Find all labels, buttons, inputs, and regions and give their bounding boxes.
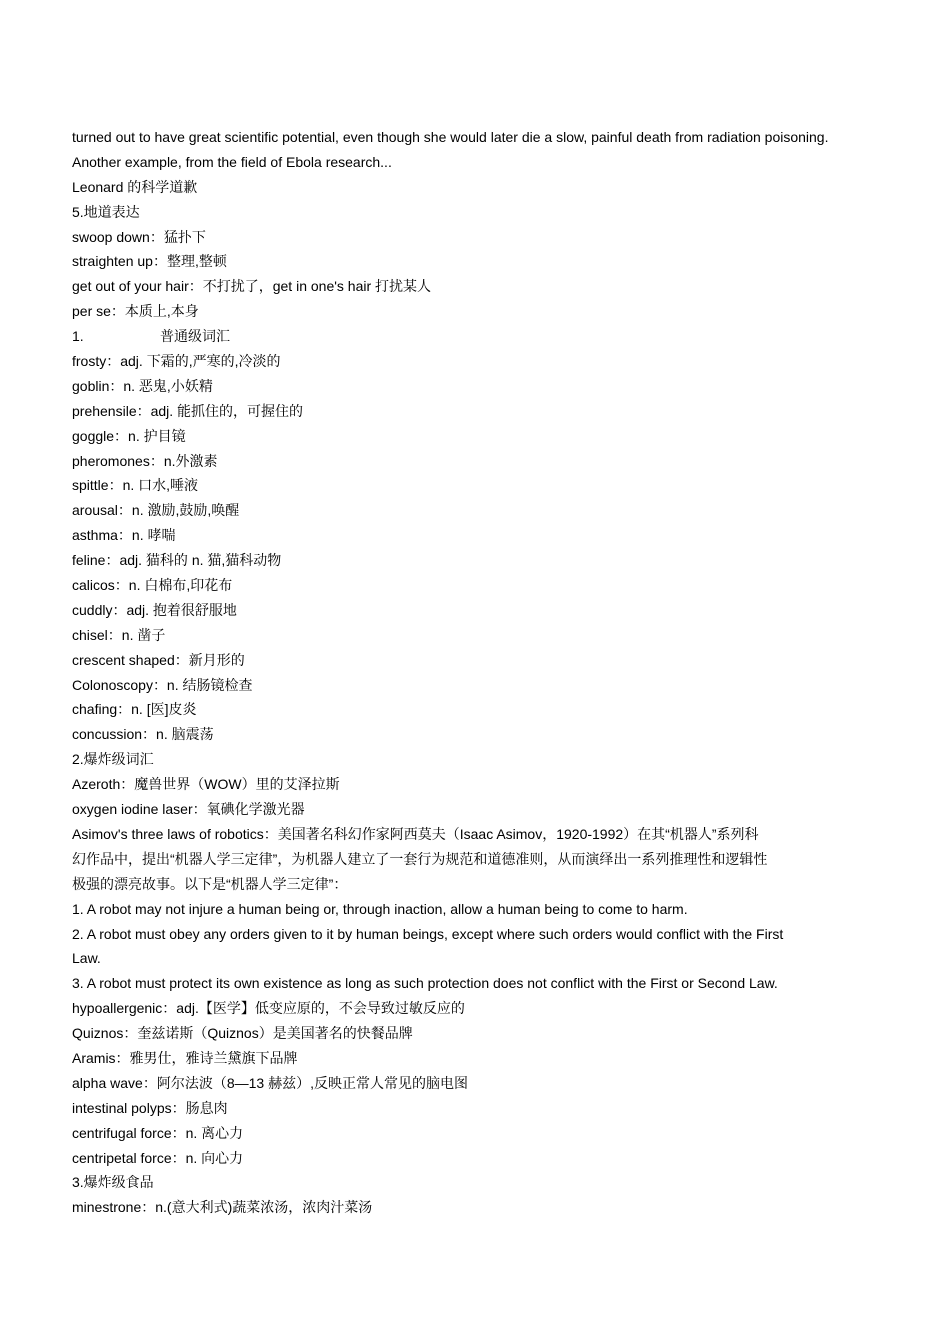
vocab-entry: chisel：n. 凿子 bbox=[72, 626, 166, 643]
vocab-entry: prehensile：adj. 能抓住的，可握住的 bbox=[72, 402, 304, 419]
vocab-entry: straighten up：整理,整顿 bbox=[72, 253, 227, 270]
section-number: 1. bbox=[72, 328, 84, 345]
vocab-entry: Colonoscopy：n. 结肠镜检查 bbox=[72, 676, 253, 693]
vocab-entry: goblin：n. 恶鬼,小妖精 bbox=[72, 377, 213, 394]
robot-law-2: 2. A robot must obey any orders given to it by human beings, except where such orders would conflict with the First bbox=[72, 925, 784, 942]
vocab-entry: Aramis：雅男仕，雅诗兰黛旗下品牌 bbox=[72, 1049, 298, 1066]
section-heading: 5.地道表达 bbox=[72, 203, 140, 220]
text-line: turned out to have great scientific potential, even though she would later die a slow, painful death from radiation poisoning. bbox=[72, 129, 829, 145]
vocab-entry: hypoallergenic：adj.【医学】低变应原的，不会导致过敏反应的 bbox=[72, 1000, 465, 1017]
vocab-entry: cuddly：adj. 抱着很舒服地 bbox=[72, 601, 237, 618]
vocab-entry: Quiznos：奎兹诺斯（Quiznos）是美国著名的快餐品牌 bbox=[72, 1025, 413, 1042]
vocab-entry: pheromones：n.外激素 bbox=[72, 452, 218, 469]
vocab-entry: alpha wave：阿尔法波（8—13 赫兹）,反映正常人常见的脑电图 bbox=[72, 1074, 468, 1091]
asimov-text: 极强的漂亮故事。以下是“机器人学三定律”： bbox=[72, 875, 348, 892]
vocab-entry: concussion：n. 脑震荡 bbox=[72, 726, 214, 743]
asimov-text: Asimov's three laws of robotics：美国著名科幻作家阿西莫夫（Isaac Asimov，1920-1992）在其“机器人”系列科 bbox=[72, 825, 759, 842]
vocab-entry: Azeroth：魔兽世界（WOW）里的艾泽拉斯 bbox=[72, 776, 340, 793]
vocab-entry: per se：本质上,本身 bbox=[72, 303, 199, 320]
vocab-entry: spittle：n. 口水,唾液 bbox=[72, 477, 199, 494]
text-line: Leonard 的科学道歉 bbox=[72, 178, 198, 195]
section-heading: 2.爆炸级词汇 bbox=[72, 751, 154, 768]
vocab-entry: calicos：n. 白棉布,印花布 bbox=[72, 577, 233, 594]
vocab-entry: centripetal force：n. 向心力 bbox=[72, 1149, 244, 1166]
vocab-entry: chafing：n. [医]皮炎 bbox=[72, 701, 197, 718]
vocab-entry: oxygen iodine laser：氧碘化学激光器 bbox=[72, 801, 305, 818]
vocab-entry: feline：adj. 猫科的 n. 猫,猫科动物 bbox=[72, 552, 282, 569]
vocab-entry: get out of your hair：不打扰了，get in one's hair 打扰某人 bbox=[72, 278, 432, 295]
document-page bbox=[72, 125, 872, 1220]
vocab-entry: arousal：n. 激励,鼓励,唤醒 bbox=[72, 502, 240, 519]
vocab-entry: asthma：n. 哮喘 bbox=[72, 527, 176, 544]
vocab-entry: centrifugal force：n. 离心力 bbox=[72, 1124, 244, 1141]
robot-law-2-cont: Law. bbox=[72, 950, 101, 967]
vocab-entry: minestrone：n.(意大利式)蔬菜浓汤，浓肉汁菜汤 bbox=[72, 1199, 373, 1216]
vocab-entry: goggle：n. 护目镜 bbox=[72, 427, 186, 444]
section-heading: 3.爆炸级食品 bbox=[72, 1174, 154, 1191]
text-line: Another example, from the field of Ebola research... bbox=[72, 153, 392, 170]
asimov-text: 幻作品中，提出“机器人学三定律”，为机器人建立了一套行为规范和道德准则，从而演绎出一系列推理性和逻辑性 bbox=[72, 850, 768, 867]
section-heading bbox=[72, 324, 872, 349]
vocab-entry: swoop down：猛扑下 bbox=[72, 228, 206, 245]
robot-law-3: 3. A robot must protect its own existence as long as such protection does not conflict with the First or Second Law. bbox=[72, 975, 778, 992]
vocab-entry: frosty：adj. 下霜的,严寒的,冷淡的 bbox=[72, 353, 281, 370]
robot-law-1: 1. A robot may not injure a human being or, through inaction, allow a human being to come to harm. bbox=[72, 900, 688, 917]
vocab-entry: intestinal polyps：肠息肉 bbox=[72, 1099, 228, 1116]
vocab-entry: crescent shaped：新月形的 bbox=[72, 651, 245, 668]
section-title: 普通级词汇 bbox=[160, 329, 230, 346]
